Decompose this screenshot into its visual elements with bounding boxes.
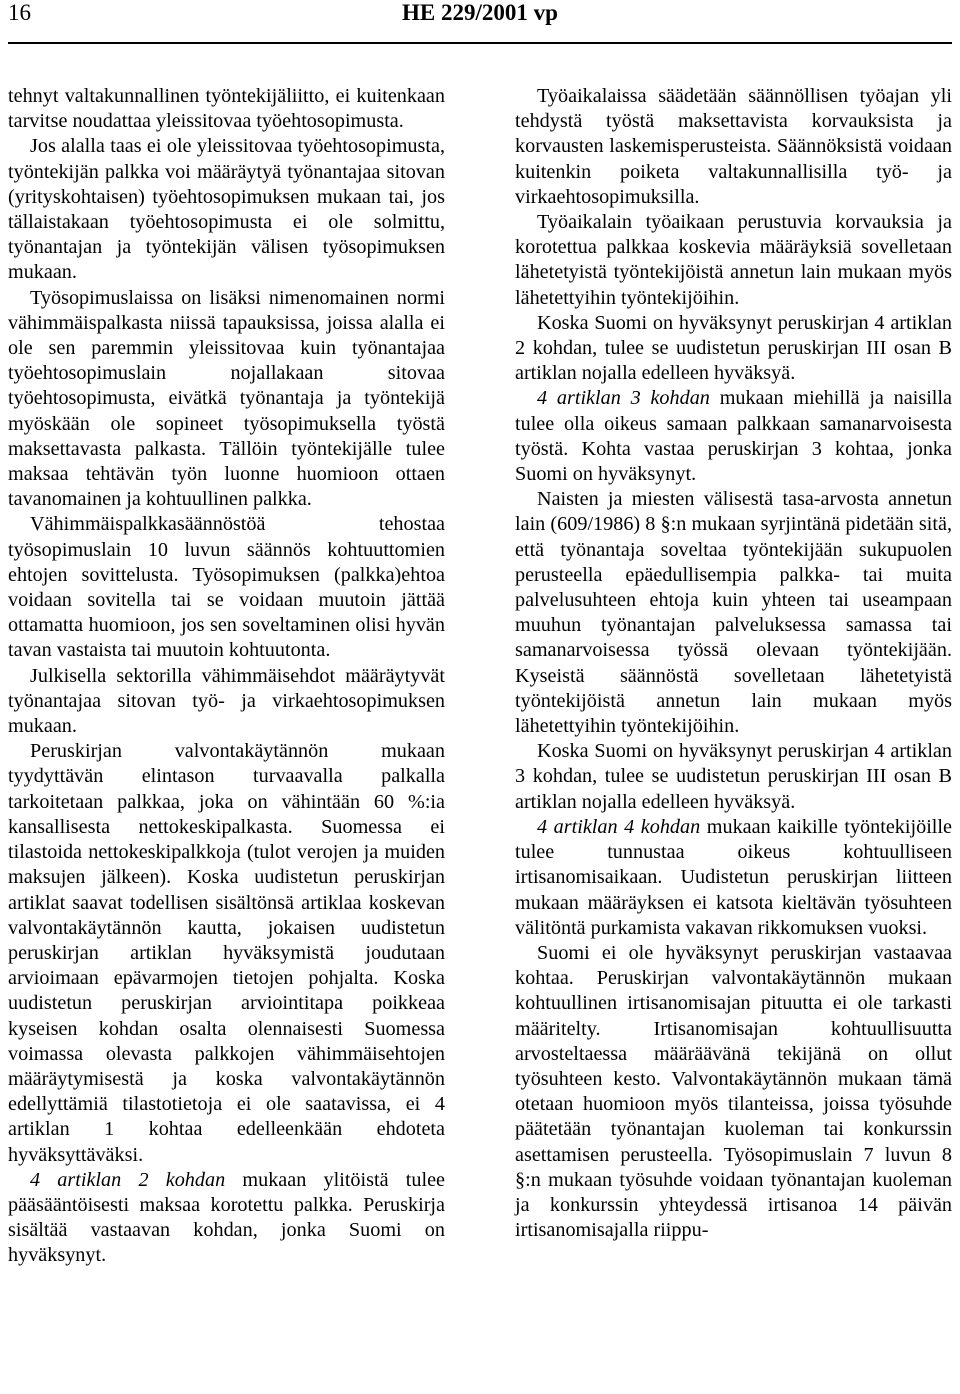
page-number: 16 <box>8 0 31 25</box>
page-header <box>0 0 960 40</box>
paragraph <box>515 311 952 387</box>
paragraph <box>515 386 952 487</box>
paragraph-text: Työaikalaissa säädetään säännöllisen työajan yli tehdystä työstä maksettavista korvauksista ja korvausten laskemisperusteista. Säännöksistä voidaan kuitenkin poiketa valtakunnallisilla työ- ja virkaehtosopimuksilla. <box>515 85 952 208</box>
paragraph <box>8 512 445 663</box>
right-column <box>515 84 952 1243</box>
paragraph-text: Suomi ei ole hyväksynyt peruskirjan vastaavaa kohtaa. Peruskirjan valvontakäytännön mukaan kohtuullinen irtisanomisajan pituutta ei ole tarkasti määritelty. Irtisanomisajan kohtuullisuutta arvosteltaessa määräävänä tekijänä on ollut työsuhteen kesto. Valvontakäytännön mukaan tämä otetaan huomioon myös tilanteissa, joissa työsuhde päätetään työnantajan kuoleman tai konkurssin asettamisen perusteella. Työsopimuslain 7 luvun 8 §:n mukaan työsuhde voidaan työnantajan kuoleman ja konkurssin yhteydessä irtisanoa 14 päivän irtisanomisajalla riippu- <box>515 941 952 1242</box>
paragraph-text: Työaikalain työaikaan perustuvia korvauksia ja korotettua palkkaa koskevia määräyksiä sovelletaan lähetetyistä työntekijöistä annetun lain mukaan myös lähetettyihin työntekijöihin. <box>515 211 952 309</box>
section-reference: 4 artiklan 2 kohdan <box>30 1168 226 1191</box>
section-reference: 4 artiklan 3 kohdan <box>537 387 710 410</box>
paragraph <box>8 134 445 285</box>
paragraph-text: Työsopimuslaissa on lisäksi nimenomainen normi vähimmäispalkasta niissä tapauksissa, joissa alalla ei ole sen paremmin yleissitovaa kuin työnantajaa työehtosopimuslain nojallakaan sitovaa työehtosopimusta, eivätkä työnantaja ja työntekijä myöskään ole sopineet työsopimuksella työstä maksettavasta palkasta. Tällöin työntekijälle tulee maksaa tehtävän työn luonne huomioon ottaen tavanomainen ja kohtuullinen palkka. <box>8 286 445 511</box>
paragraph <box>8 84 445 134</box>
paragraph-text: Vähimmäispalkkasäännöstöä tehostaa työsopimuslain 10 luvun säännös kohtuuttomien ehtojen sovittelusta. Työsopimuksen (palkka)ehtoa voidaan sovitella tai se voidaan muutoin jättää ottamatta huomioon, jos sen soveltaminen olisi hyvän tavan vastaista tai muutoin kohtuutonta. <box>8 513 445 662</box>
section-reference: 4 artiklan 4 kohdan <box>537 815 701 838</box>
paragraph <box>515 739 952 815</box>
paragraph-text: mukaan ylitöistä tulee pääsääntöisesti maksaa korotettu palkka. Peruskirja sisältää vastaavan kohdan, jonka Suomi on hyväksynyt. <box>8 1168 446 1267</box>
paragraph-text: tehnyt valtakunnallinen työntekijäliitto, ei kuitenkaan tarvitse noudattaa yleissitovaa työehtosopimusta. <box>8 85 445 133</box>
document-id: HE 229/2001 vp <box>402 0 558 25</box>
paragraph-text: Peruskirjan valvontakäytännön mukaan tyydyttävän elintason turvaavalla palkalla tarkoitetaan palkkaa, joka on vähintään 60 %:ia kansallisesta nettokeskipalkasta. Suomessa ei tilastoida nettokeskipalkkoja (tulot verojen ja muiden maksujen jälkeen). Koska uudistetun peruskirjan artiklat saavat todellisen sisältönsä artiklaa koskevan valvontakäytännön kautta, jokaisen uudistetun peruskirjan artiklan hyväksymistä joudutaan arvioimaan epävarmojen tietojen pohjalta. Koska uudistetun peruskirjan arviointitapa poikkeaa kyseisen kohdan osalta olennaisesti Suomessa voimassa olevasta palkkojen vähimmäisehtojen määräytymisestä ja koska valvontakäytännön edellyttämiä tilastotietoja ei ole saatavissa, ei 4 artiklan 1 kohtaa edelleenkään ehdoteta hyväksyttäväksi. <box>8 740 445 1166</box>
paragraph <box>515 210 952 311</box>
paragraph <box>515 941 952 1243</box>
paragraph <box>8 1168 445 1269</box>
paragraph-text: Naisten ja miesten välisestä tasa-arvosta annetun lain (609/1986) 8 §:n mukaan syrjintänä pidetään sitä, että työnantaja soveltaa työntekijään sukupuolen perusteella epäedullisempia palkka- tai muita palvelusuhteen ehtoja kuin yhteen tai useampaan muuhun työnantajan palveluksessa samassa tai samanarvoisessa työssä olevaan työntekijään. Kyseistä säännöstä sovelletaan lähetetyistä työntekijöistä annetun lain mukaan myös lähetettyihin työntekijöihin. <box>515 488 952 738</box>
paragraph-text: Koska Suomi on hyväksynyt peruskirjan 4 artiklan 2 kohdan, tulee se uudistetun peruskirjan III osan B artiklan nojalla edelleen hyväksyä. <box>515 311 952 385</box>
header-rule <box>8 42 952 44</box>
paragraph <box>8 664 445 740</box>
left-column <box>8 84 445 1269</box>
paragraph-text: Koska Suomi on hyväksynyt peruskirjan 4 artiklan 3 kohdan, tulee se uudistetun peruskirjan III osan B artiklan nojalla edelleen hyväksyä. <box>515 740 952 813</box>
paragraph <box>515 815 952 941</box>
paragraph-text: mukaan miehillä ja naisilla tulee olla oikeus samaan palkkaan samanarvoisesta työstä. Kohta vastaa peruskirjan 3 kohtaa, jonka Suomi on hyväksynyt. <box>515 387 952 486</box>
paragraph-text: Jos alalla taas ei ole yleissitovaa työehtosopimusta, työntekijän palkka voi määräytyä työnantajaa sitovan (yrityskohtaisen) työehtosopimuksen mukaan tai, jos tällaistakaan työehtosopimusta ei ole solmittu, työnantajan ja työntekijän välisen työsopimuksen mukaan. <box>8 135 445 284</box>
paragraph-text: Julkisella sektorilla vähimmäisehdot määräytyvät työnantajaa sitovan työ- ja virkaehtosopimuksen mukaan. <box>8 664 445 738</box>
paragraph <box>515 84 952 210</box>
paragraph <box>8 286 445 513</box>
paragraph <box>8 739 445 1167</box>
paragraph-text: mukaan kaikille työntekijöille tulee tunnustaa oikeus kohtuulliseen irtisanomisaikaan. Uudistetun peruskirjan liitteen mukaan määräyksen ei katsota kieltävän työsuhteen välitöntä purkamista vakavan rikkomuksen vuoksi. <box>515 815 952 939</box>
paragraph <box>515 487 952 739</box>
